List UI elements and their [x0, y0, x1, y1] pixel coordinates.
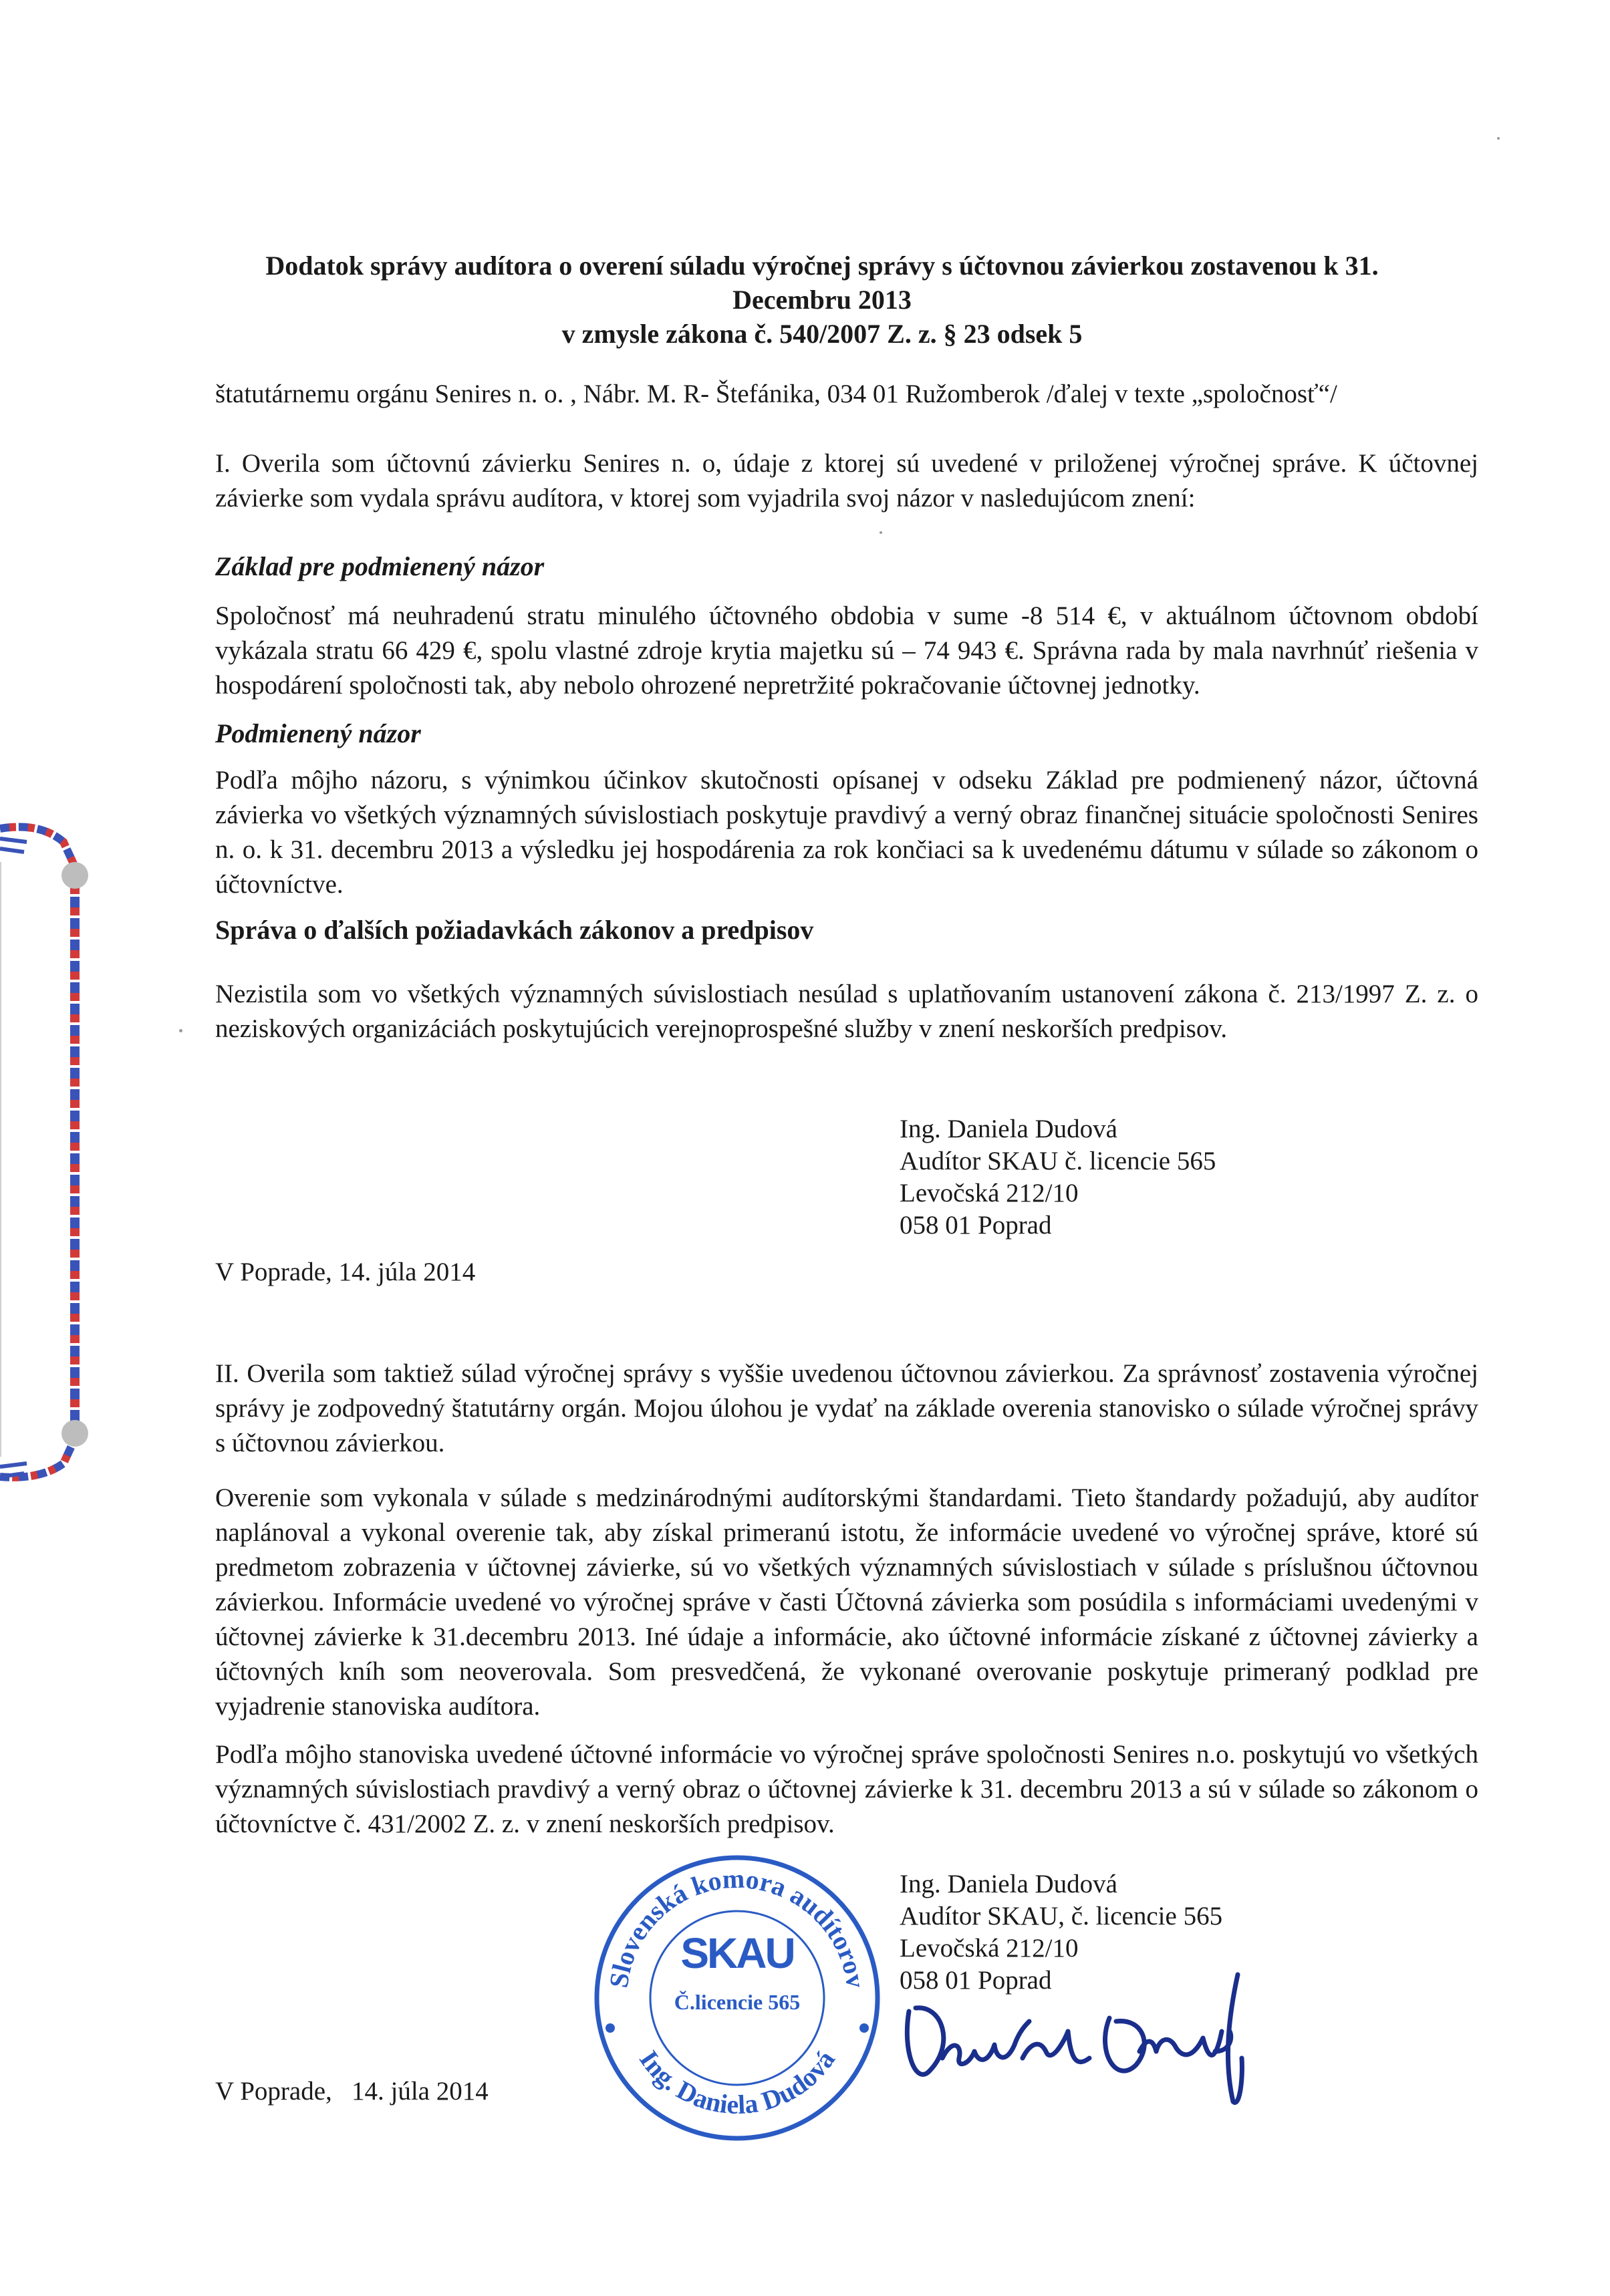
- auditor-street: Levočská 212/10: [900, 1934, 1079, 1963]
- section-2-paragraph-2: Overenie som vykonala v súlade s medzinárodnými audítorskými štandardami. Tieto štandardy požadujú, aby audítor naplánoval a vykonal overenie tak, aby získal primeranú istotu, že informácie uvedené vo výročnej správe, ktoré sú predmetom zobrazenia v účtovnej závierke, sú vo všetkých významných súvislostiach v súlade s príslušnou účtovnou závierkou. Informácie uvedené vo výročnej správe v časti Účtovná závierka som posúdila s informáciami uvedenými v účtovnej závierke k 31.decembru 2013. Iné údaje a informácie, ako účtovné informácie získané z účtovnej závierky a účtovných kníh som neoverovala. Som presvedčená, že vykonané overovanie poskytuje primeraný podklad pre vyjadrenie stanoviska audítora.: [215, 1483, 1478, 1721]
- basis-text: Spoločnosť má neuhradenú stratu minulého účtovného obdobia v sume -8 514 €, v aktuálnom účtovnom období vykázala stratu 66 429 €, spolu vlastné zdroje krytia majetku sú – 74 943 €. Správna rada by mala navrhnúť riešenia v hospodárení spoločnosti tak, aby nebolo ohrozené nepretržité pokračovanie účtovnej jednotky.: [215, 601, 1478, 700]
- auditor-street: Levočská 212/10: [900, 1179, 1079, 1207]
- section-2-paragraph-3: Podľa môjho stanoviska uvedené účtovné informácie vo výročnej správe spoločnosti Senires n.o. poskytujú vo všetkých významných súvislostiach pravdivý a verný obraz o účtovnej závierke k 31. decembru 2013 a sú v súlade so zákonom o účtovníctve č. 431/2002 Z. z. v znení neskorších predpisov.: [215, 1740, 1478, 1838]
- auditor-license: Audítor SKAU, č. licencie 565: [900, 1902, 1223, 1930]
- auditor-city: 058 01 Poprad: [900, 1966, 1052, 1995]
- opinion-heading: Podmienený názor: [215, 718, 421, 748]
- date-place-1: V Poprade, 14. júla 2014: [215, 1258, 476, 1286]
- title-line-1: Dodatok správy audítora o overení súladu výročnej správy s účtovnou závierkou zostavenou k 31.: [265, 251, 1379, 281]
- auditor-license: Audítor SKAU č. licencie 565: [900, 1147, 1216, 1175]
- addressee: štatutárnemu orgánu Senires n. o. , Nábr. M. R- Štefánika, 034 01 Ružomberok /ďalej v texte „spoločnosť“/: [215, 380, 1337, 408]
- svg-text:Ing. Daniela Dudová: Ing. Daniela Dudová: [634, 2045, 841, 2120]
- scan-speck: [179, 1029, 182, 1032]
- document-title: [200, 249, 1444, 351]
- title-line-3: v zmysle zákona č. 540/2007 Z. z. § 23 odsek 5: [561, 319, 1083, 349]
- binding-cord: [0, 802, 94, 1497]
- title-line-2: Decembru 2013: [732, 285, 912, 315]
- opinion-text: Podľa môjho názoru, s výnimkou účinkov skutočnosti opísanej v odseku Základ pre podmienený názor, účtovná závierka vo všetkých významných súvislostiach poskytuje pravdivý a verný obraz finančnej situácie spoločnosti Senires n. o. k 31. decembru 2013 a výsledku jej hospodárenia za rok končiaci sa k uvedenému dátumu v súlade so zákonom o účtovníctve.: [215, 766, 1478, 899]
- handwritten-signature: [896, 1958, 1277, 2118]
- scan-speck: [880, 531, 882, 534]
- stamp-license-text: Č.licencie 565: [674, 1990, 801, 2014]
- auditor-signature-block-1: [900, 1113, 1216, 1242]
- section-1-intro: I. Overila som účtovnú závierku Senires n. o, údaje z ktorej sú uvedené v priloženej výročnej správe. K účtovnej závierke som vydala správu audítora, v ktorej som vyjadrila svoj názor v nasledujúcom znení:: [215, 449, 1478, 513]
- date-place-2: V Poprade, 14. júla 2014: [215, 2077, 489, 2106]
- svg-text:Slovenská komora audítorov: Slovenská komora audítorov: [603, 1863, 871, 1990]
- auditor-name: Ing. Daniela Dudová: [900, 1115, 1117, 1143]
- other-requirements-heading: Správa o ďalších požiadavkách zákonov a predpisov: [215, 915, 814, 945]
- scan-speck: [1497, 137, 1500, 140]
- stamp-center-text: SKAU: [680, 1929, 794, 1977]
- other-requirements-text: Nezistila som vo všetkých významných súvislostiach nesúlad s uplatňovaním ustanovení zákona č. 213/1997 Z. z. o neziskových organizáciách poskytujúcich verejnoprospešné služby v znení neskorších predpisov.: [215, 980, 1478, 1043]
- section-2-paragraph-1: II. Overila som taktiež súlad výročnej správy s vyššie uvedenou účtovnou závierkou. Za správnosť zostavenia výročnej správy je zodpovedný štatutárny orgán. Mojou úlohou je vydať na základe overenia stanovisko o súlade výročnej správy s účtovnou závierkou.: [215, 1359, 1478, 1457]
- auditor-city: 058 01 Poprad: [900, 1211, 1052, 1240]
- auditor-name: Ing. Daniela Dudová: [900, 1870, 1117, 1898]
- basis-heading: Základ pre podmienený názor: [215, 551, 545, 581]
